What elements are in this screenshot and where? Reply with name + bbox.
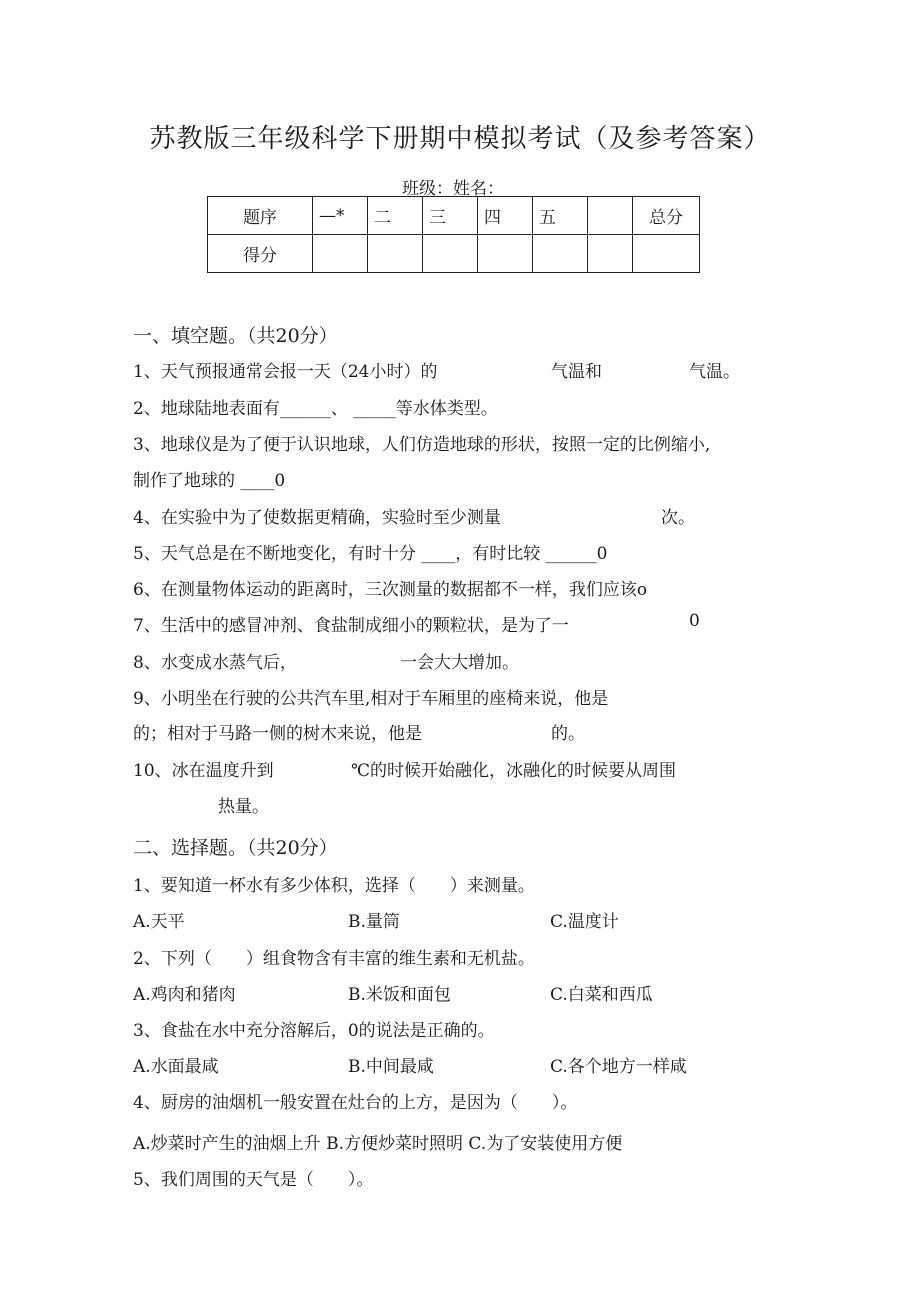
q4-text: 4、在实验中为了使数据更精确，实验时至少测量 (133, 508, 501, 528)
score-table-score-row (208, 235, 700, 273)
q4-text-b: 次。 (661, 508, 695, 528)
q10-text: 10、冰在温度升到 (133, 761, 274, 781)
header-cell-5: 五 (533, 197, 588, 235)
choice-q3-option-b: B.中间最咸 (348, 1057, 434, 1077)
q9-text: 9、小明坐在行驶的公共汽车里,相对于车厢里的座椅来说，他是 (133, 689, 609, 709)
q1-text-c: 气温。 (689, 362, 740, 382)
q7-text-b: 0 (689, 611, 700, 631)
choice-q3: 3、食盐在水中充分溶解后，0的说法是正确的。 (133, 1021, 495, 1041)
choice-q4: 4、厨房的油烟机一般安置在灶台的上方，是因为（ ）。 (133, 1093, 578, 1113)
class-name-line: 班级：姓名： (402, 179, 504, 199)
choice-q1-option-b: B.量筒 (348, 912, 400, 932)
q9-text-end: 的。 (551, 724, 585, 744)
section2-heading: 二、选择题。（共20分） (133, 837, 338, 859)
q3-text: 3、地球仪是为了便于认识地球，人们仿造地球的形状，按照一定的比例缩小, (133, 435, 711, 455)
q10-text-cont: 热量。 (218, 797, 269, 817)
header-cell-6 (588, 197, 633, 235)
q3-text-cont: 制作了地球的 ____0 (133, 471, 286, 491)
q8-text-b: 一会大大增加。 (400, 653, 519, 673)
score-cell[interactable] (588, 235, 633, 273)
q1-text-b: 气温和 (551, 362, 602, 382)
section1-heading: 一、填空题。（共20分） (133, 325, 338, 347)
q1-text: 1、天气预报通常会报一天（24小时）的 (133, 362, 438, 382)
page-title: 苏教版三年级科学下册期中模拟考试（及参考答案） (149, 124, 771, 154)
score-cell[interactable] (368, 235, 423, 273)
choice-q5: 5、我们周围的天气是（ ）。 (133, 1170, 374, 1190)
q7-text: 7、生活中的感冒冲剂、食盐制成细小的颗粒状，是为了一 (133, 616, 569, 636)
header-cell-3: 三 (423, 197, 478, 235)
q6-text: 6、在测量物体运动的距离时，三次测量的数据都不一样，我们应该o (133, 580, 648, 600)
header-cell-1: —* (313, 197, 368, 235)
score-cell[interactable] (478, 235, 533, 273)
choice-q2-option-b: B.米饭和面包 (348, 985, 451, 1005)
score-cell-total[interactable] (633, 235, 700, 273)
score-table-header-row (208, 197, 700, 235)
header-cell-4: 四 (478, 197, 533, 235)
choice-q1-option-a: A.天平 (133, 912, 185, 932)
score-cell[interactable] (423, 235, 478, 273)
choice-q1: 1、要知道一杯水有多少体积，选择（ ）来测量。 (133, 876, 535, 896)
q9-text-cont: 的；相对于马路一侧的树木来说，他是 (133, 724, 422, 744)
choice-q4-options: A.炒菜时产生的油烟上升 B.方便炒菜时照明 C.为了安装使用方便 (133, 1134, 623, 1154)
header-cell-tixu: 题序 (208, 197, 313, 235)
q10-text-b: ℃的时候开始融化，冰融化的时候要从周围 (351, 761, 677, 781)
choice-q2-option-c: C.白菜和西瓜 (550, 985, 653, 1005)
choice-q3-option-a: A.水面最咸 (133, 1057, 219, 1077)
row-label-defen: 得分 (208, 235, 313, 273)
choice-q2-option-a: A.鸡肉和猪肉 (133, 985, 236, 1005)
choice-q2: 2、下列（ ）组食物含有丰富的维生素和无机盐。 (133, 949, 535, 969)
choice-q3-option-c: C.各个地方一样咸 (550, 1057, 687, 1077)
score-table (207, 196, 700, 273)
q5-text: 5、天气总是在不断地变化，有时十分 ____，有时比较 ______0 (133, 544, 608, 564)
choice-q1-option-c: C.温度计 (550, 912, 619, 932)
q2-text: 2、地球陆地表面有______、 _____等水体类型。 (133, 399, 498, 419)
q8-text: 8、水变成水蒸气后， (133, 653, 297, 673)
header-cell-2: 二 (368, 197, 423, 235)
header-cell-total: 总分 (633, 197, 700, 235)
score-cell[interactable] (533, 235, 588, 273)
score-cell[interactable] (313, 235, 368, 273)
